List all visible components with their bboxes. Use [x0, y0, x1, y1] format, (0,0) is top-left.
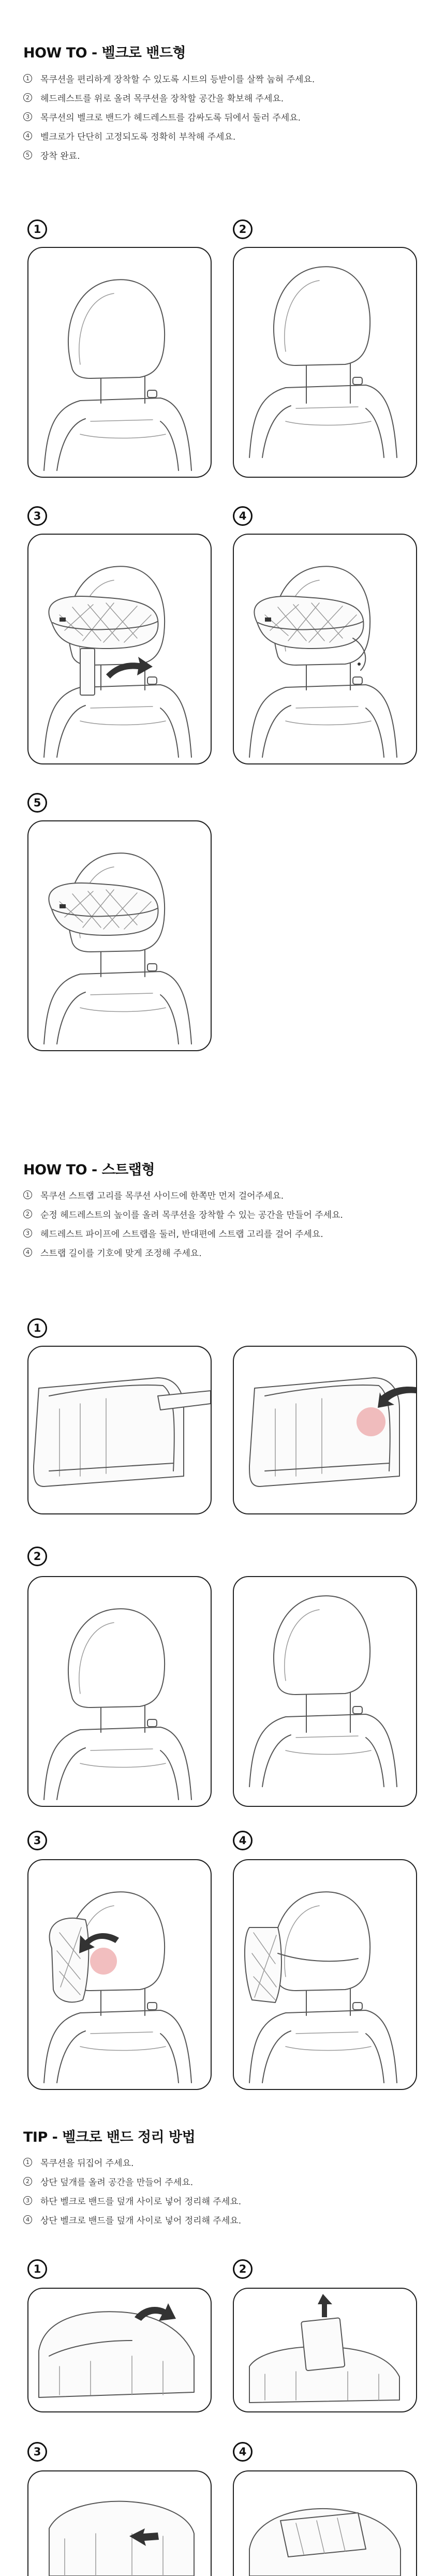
illustration-panel: [27, 820, 212, 1051]
illustration-panel: [233, 2470, 417, 2576]
headrest-seat-illustration: [28, 248, 211, 477]
tuck-bottom-band-illustration: [28, 2471, 211, 2576]
velcro-attach-illustration: [234, 535, 416, 763]
step-text: 헤드레스트 파이프에 스트랩을 둘러, 반대편에 스트랩 고리를 걸어 주세요.: [40, 1229, 323, 1240]
illustration-panel: [233, 534, 417, 764]
step-text: 목쿠션의 벨크로 밴드가 헤드레스트를 감싸도록 뒤에서 둘러 주세요.: [40, 113, 301, 123]
figure-number: 1: [27, 1318, 47, 1338]
step-marker: 2: [23, 1210, 32, 1218]
step-item: [23, 88, 315, 107]
figure-number: 4: [233, 1831, 253, 1850]
figure-number: 2: [233, 2259, 253, 2279]
step-item: [23, 69, 315, 88]
step-marker: 2: [23, 93, 32, 102]
illustration-panel: [233, 2288, 417, 2412]
step-item: [23, 126, 315, 145]
arrow-icon: [106, 657, 153, 679]
step-marker: 1: [23, 2158, 32, 2167]
illustration-panel: [27, 247, 212, 478]
illustration-panel: [27, 1346, 212, 1514]
section-title-tip: TIP - 벨크로 밴드 정리 방법: [23, 2129, 196, 2145]
figure-number: 1: [27, 2259, 47, 2279]
figure-number: 4: [233, 2442, 253, 2462]
illustration-panel: [233, 247, 417, 478]
figure-number: 3: [27, 1831, 47, 1850]
illustration-panel: [27, 2470, 212, 2576]
step-item: [23, 2172, 241, 2191]
lift-cover-illustration: [234, 2289, 416, 2411]
step-text: 목쿠션을 편리하게 장착할 수 있도록 시트의 등받이를 살짝 눕혀 주세요.: [40, 75, 315, 85]
illustration-panel: [27, 2288, 212, 2412]
step-item: [23, 1185, 343, 1204]
section-title-strap: HOW TO - 스트랩형: [23, 1162, 155, 1178]
step-marker: 5: [23, 151, 32, 159]
velcro-steps-list: [23, 69, 315, 165]
strap-adjust-illustration: [234, 1860, 416, 2089]
strap-steps-list: [23, 1185, 343, 1262]
step-text: 하단 벨크로 밴드를 덮개 사이로 넣어 정리해 주세요.: [40, 2197, 242, 2207]
step-text: 스트랩 길이를 기호에 맞게 조정해 주세요.: [40, 1248, 202, 1259]
step-text: 목쿠션 스트랩 고리를 목쿠션 사이드에 한쪽만 먼저 걸어주세요.: [40, 1191, 284, 1201]
flip-pillow-illustration: [28, 2289, 211, 2411]
headrest-raised-illustration: [234, 248, 416, 477]
step-marker: 1: [23, 74, 32, 83]
step-text: 벨크로가 단단히 고정되도록 정확히 부착해 주세요.: [40, 132, 236, 142]
highlight-circle: [90, 1948, 117, 1975]
figure-number: 1: [27, 219, 47, 239]
illustration-panel: [27, 534, 212, 764]
step-marker: 4: [23, 2215, 32, 2224]
arrow-icon: [135, 2303, 176, 2321]
strap-wrap-illustration: [28, 1860, 211, 2089]
step-item: [23, 2153, 241, 2172]
figure-number: 2: [233, 219, 253, 239]
headrest-seat-illustration: [28, 1577, 211, 1806]
step-marker: 4: [23, 1248, 32, 1257]
arrow-icon: [318, 2294, 332, 2317]
step-item: [23, 107, 315, 126]
step-marker: 3: [23, 1229, 32, 1238]
tuck-top-band-illustration: [234, 2471, 416, 2576]
step-item: [23, 145, 315, 165]
strap-hook-illustration: [28, 1347, 211, 1513]
step-marker: 3: [23, 112, 32, 121]
step-marker: 2: [23, 2177, 32, 2186]
illustration-panel: [233, 1859, 417, 2090]
illustration-panel: [27, 1859, 212, 2090]
headrest-raised-illustration: [234, 1577, 416, 1806]
illustration-panel: [27, 1576, 212, 1807]
pillow-wrap-illustration: [28, 535, 211, 763]
installed-complete-illustration: [28, 821, 211, 1050]
step-item: [23, 2191, 241, 2210]
step-text: 목쿠션을 뒤집어 주세요.: [40, 2158, 134, 2169]
highlight-circle: [357, 1407, 385, 1436]
step-marker: 4: [23, 131, 32, 140]
figure-number: 2: [27, 1547, 47, 1566]
step-marker: 1: [23, 1190, 32, 1199]
step-text: 상단 벨크로 밴드를 덮개 사이로 넣어 정리해 주세요.: [40, 2216, 242, 2226]
step-marker: 3: [23, 2196, 32, 2205]
step-text: 순정 헤드레스트의 높이를 올려 목쿠션을 장착할 수 있는 공간을 만들어 주세요.: [40, 1210, 343, 1220]
strap-hook-detail-illustration: [234, 1347, 416, 1513]
tip-steps-list: [23, 2153, 241, 2229]
illustration-panel: [233, 1346, 417, 1514]
figure-number: 4: [233, 506, 253, 526]
figure-number: 5: [27, 793, 47, 813]
velcro-strap-shape: [80, 649, 95, 695]
step-item: [23, 1243, 343, 1262]
step-text: 장착 완료.: [40, 151, 80, 161]
step-text: 헤드레스트를 위로 올려 목쿠션을 장착할 공간을 확보해 주세요.: [40, 94, 284, 104]
step-item: [23, 1224, 343, 1243]
figure-number: 3: [27, 506, 47, 526]
step-item: [23, 2210, 241, 2229]
step-text: 상단 덮개를 올려 공간을 만들어 주세요.: [40, 2177, 194, 2188]
figure-number: 3: [27, 2442, 47, 2462]
section-title-velcro: HOW TO - 벨크로 밴드형: [23, 45, 186, 61]
illustration-panel: [233, 1576, 417, 1807]
step-item: [23, 1204, 343, 1224]
